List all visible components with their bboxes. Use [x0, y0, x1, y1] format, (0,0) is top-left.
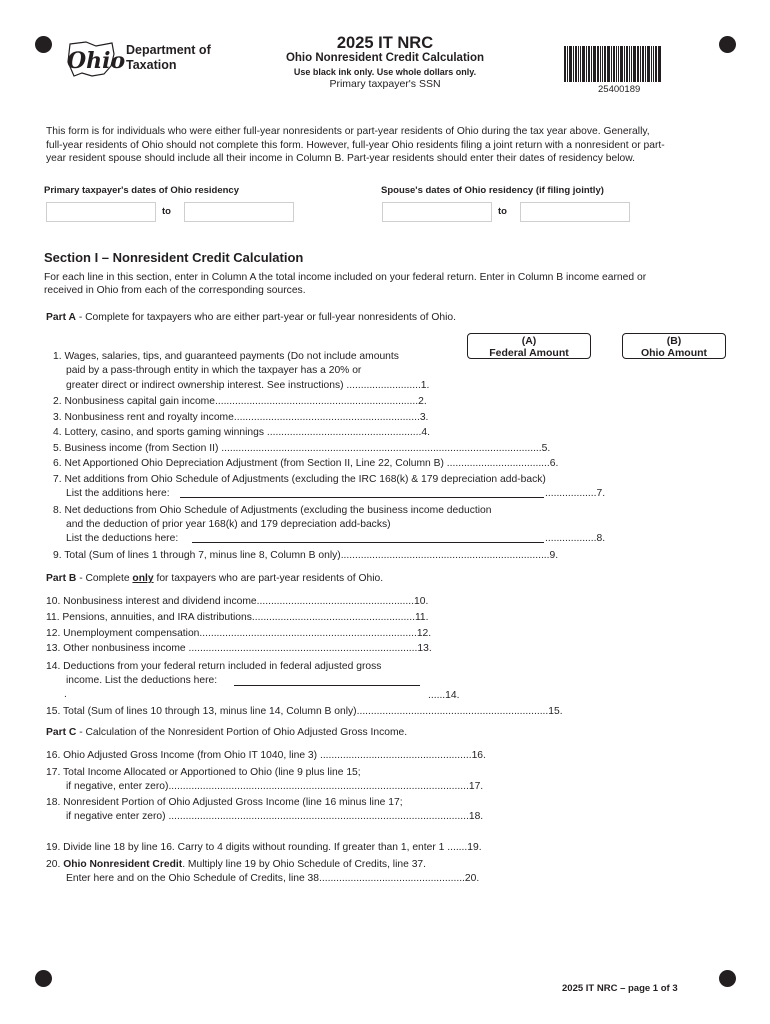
line-5: 5. Business income (from Section II) ................................................................................................................5. — [53, 443, 551, 454]
part-c-text: - Calculation of the Nonresident Portion of Ohio Adjusted Gross Income. — [76, 727, 408, 738]
line-20-rest: . Multiply line 19 by Ohio Schedule of Credits, line 37. — [182, 859, 427, 870]
registration-mark-top-left — [35, 36, 52, 53]
part-b-label: Part B — [46, 573, 77, 584]
line-14c: . — [64, 689, 67, 700]
line-16: 16. Ohio Adjusted Gross Income (from Ohio IT 1040, line 3) .....................................................16. — [46, 750, 486, 761]
registration-mark-top-right — [719, 36, 736, 53]
column-a-name: Federal Amount — [489, 347, 569, 359]
line-14d: ......14. — [428, 690, 460, 701]
department-name — [126, 43, 211, 73]
primary-residency-label: Primary taxpayer's dates of Ohio residency — [44, 185, 239, 196]
line-1c: greater direct or indirect ownership interest. See instructions) ..........................1. — [66, 380, 430, 391]
line-20a — [46, 858, 426, 871]
part-c-heading — [46, 726, 407, 739]
line-8b: and the deduction of prior year 168(k) and 179 depreciation add-backs) — [66, 519, 391, 530]
section-1-desc-line-2: received in Ohio from each of the corresponding sources. — [44, 285, 306, 296]
form-barcode — [564, 46, 662, 82]
department-line-2: Taxation — [126, 58, 177, 72]
section-1-desc-line-1: For each line in this section, enter in Column A the total income included on your federal return. Enter in Column B income earned or — [44, 272, 647, 283]
registration-mark-bottom-left — [35, 970, 52, 987]
column-b-name: Ohio Amount — [640, 347, 708, 359]
line-7-additions-entry[interactable] — [180, 497, 544, 498]
spouse-residency-from-field[interactable] — [382, 202, 492, 222]
column-b-header — [622, 333, 726, 359]
barcode-number: 25400189 — [598, 84, 641, 95]
line-19: 19. Divide line 18 by line 16. Carry to 4 digits without rounding. If greater than 1, enter 1 .......19. — [46, 842, 482, 853]
department-line-1: Department of — [126, 43, 211, 57]
line-17a: 17. Total Income Allocated or Apportioned to Ohio (line 9 plus line 15; — [46, 767, 361, 778]
line-12: 12. Unemployment compensation............................................................................12. — [46, 628, 432, 639]
form-title: 2025 IT NRC — [336, 34, 434, 52]
part-a-heading — [46, 311, 456, 324]
line-8a: 8. Net deductions from Ohio Schedule of Adjustments (excluding the business income deduction — [53, 505, 492, 516]
line-3: 3. Nonbusiness rent and royalty income.................................................................3. — [53, 412, 429, 423]
spouse-residency-label: Spouse's dates of Ohio residency (if filing jointly) — [381, 185, 604, 196]
line-20-bold: Ohio Nonresident Credit — [63, 859, 183, 870]
registration-mark-bottom-right — [719, 970, 736, 987]
line-7a: 7. Net additions from Ohio Schedule of Adjustments (excluding the IRC 168(k) & 179 depreciation add-back) — [53, 474, 546, 485]
line-1b: paid by a pass-through entity in which the taxpayer has a 20% or — [66, 365, 362, 376]
form-subtitle: Ohio Nonresident Credit Calculation — [285, 52, 485, 64]
part-b-only: only — [132, 573, 154, 584]
line-18b: if negative enter zero) .........................................................................................................18. — [66, 811, 484, 822]
line-15: 15. Total (Sum of lines 10 through 13, minus line 14, Column B only)...................................................................15. — [46, 706, 563, 717]
column-a-header — [467, 333, 591, 359]
part-a-text: - Complete for taxpayers who are either part-year or full-year nonresidents of Ohio. — [75, 312, 456, 323]
line-17b: if negative, enter zero).........................................................................................................17. — [66, 781, 484, 792]
primary-to-label: to — [162, 206, 171, 217]
spouse-residency-to-field[interactable] — [520, 202, 630, 222]
line-9: 9. Total (Sum of lines 1 through 7, minus line 8, Column B only).........................................................................9. — [53, 550, 559, 561]
primary-residency-to-field[interactable] — [184, 202, 294, 222]
line-13: 13. Other nonbusiness income ................................................................................13. — [46, 643, 432, 654]
intro-line-3: year resident spouse should include all their income in Column B. Part-year residents should enter their dates of residency below. — [46, 153, 635, 164]
ink-instruction: Use black ink only. Use whole dollars only. — [293, 67, 477, 77]
part-c-label: Part C — [46, 727, 77, 738]
part-b-heading — [46, 572, 383, 585]
line-6: 6. Net Apportioned Ohio Depreciation Adjustment (from Section II, Line 22, Column B) ....................................6. — [53, 458, 559, 469]
line-18a: 18. Nonresident Portion of Ohio Adjusted Gross Income (line 16 minus line 17; — [46, 797, 403, 808]
part-a-label: Part A — [46, 312, 76, 323]
line-14-deductions-entry-1[interactable] — [234, 685, 420, 686]
line-20b: Enter here and on the Ohio Schedule of Credits, line 38...................................................20. — [66, 873, 480, 884]
line-10: 10. Nonbusiness interest and dividend income.......................................................10. — [46, 596, 429, 607]
line-8c: List the deductions here: — [66, 533, 179, 544]
line-7c: ..................7. — [545, 488, 606, 499]
column-a-letter: (A) — [521, 335, 537, 347]
line-4: 4. Lottery, casino, and sports gaming winnings ......................................................4. — [53, 427, 430, 438]
line-7b: List the additions here: — [66, 488, 170, 499]
column-b-letter: (B) — [666, 335, 682, 347]
intro-line-1: This form is for individuals who were either full-year nonresidents or part-year residents of Ohio during the tax year above. Generally, — [46, 126, 650, 137]
line-11: 11. Pensions, annuities, and IRA distributions.........................................................11. — [46, 612, 429, 623]
line-8-deductions-entry[interactable] — [192, 542, 544, 543]
spouse-to-label: to — [498, 206, 507, 217]
section-1-title: Section I – Nonresident Credit Calculation — [44, 250, 304, 265]
line-2: 2. Nonbusiness capital gain income.......................................................................2. — [53, 396, 427, 407]
line-14b: income. List the deductions here: — [66, 675, 218, 686]
primary-residency-from-field[interactable] — [46, 202, 156, 222]
ssn-label: Primary taxpayer's SSN — [329, 78, 441, 90]
line-8d: ..................8. — [545, 533, 606, 544]
line-1a: 1. Wages, salaries, tips, and guaranteed payments (Do not include amounts — [53, 351, 399, 362]
ohio-logo — [64, 40, 126, 78]
part-b-text-post: for taxpayers who are part-year residents of Ohio. — [153, 573, 384, 584]
logo-wordmark: Ohio — [67, 48, 126, 74]
page-footer: 2025 IT NRC – page 1 of 3 — [562, 983, 678, 994]
part-b-text-pre: - Complete — [76, 573, 133, 584]
intro-line-2: full-year residents of Ohio should not complete this form. However, full-year Ohio residents filing a joint return with a nonresident or part- — [46, 140, 665, 151]
line-14a: 14. Deductions from your federal return included in federal adjusted gross — [46, 661, 382, 672]
line-20-number: 20. — [46, 859, 64, 870]
